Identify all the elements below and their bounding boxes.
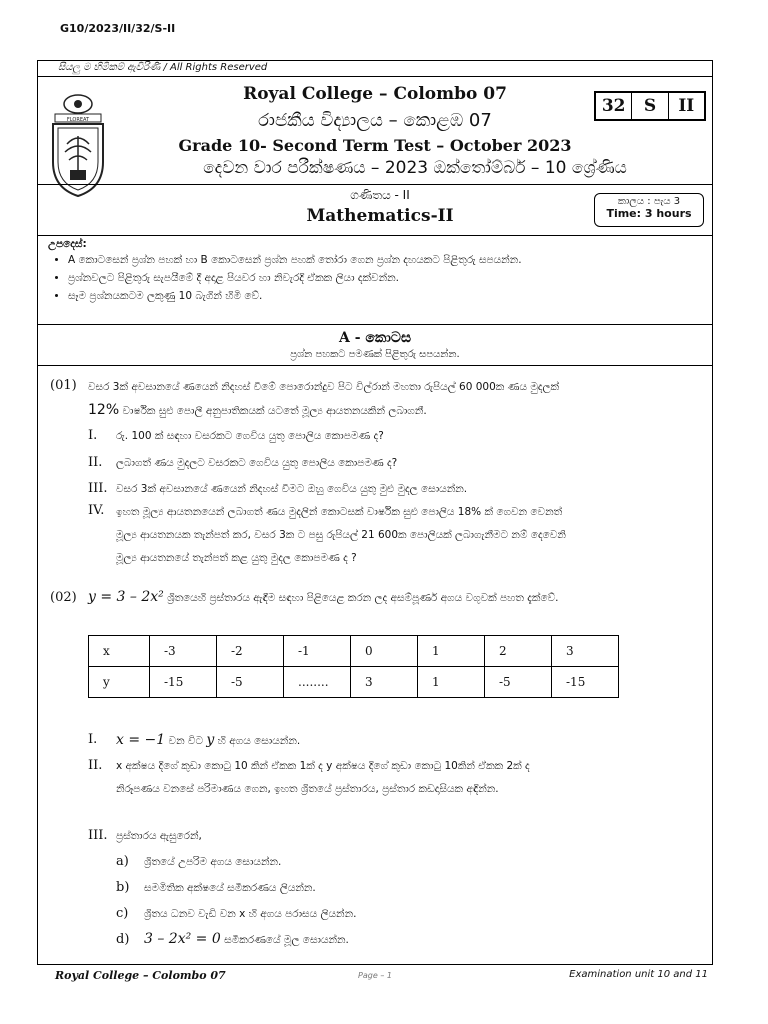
table-row [89, 667, 619, 698]
part-a-subtitle: ප්‍රශ්න පහකට පමණක් පිළිතුරු සපයන්න. [290, 349, 460, 360]
condition-equation: x = −1 [116, 732, 166, 748]
divider [37, 184, 713, 185]
time-box [594, 193, 704, 227]
exam-title-english: Grade 10- Second Term Test – October 2023 [178, 136, 572, 155]
value-table [88, 635, 619, 698]
part-text [116, 730, 300, 751]
code-box-medium: S [632, 93, 668, 119]
instruction-item: • සෑම ප්‍රශ්නයකටම ලකුණු 10 බැගින් හිමි වේ. [68, 290, 522, 303]
divider [37, 76, 713, 77]
sub-part-number: a) [116, 854, 129, 869]
code-box-paper: II [678, 96, 695, 116]
table-cell: 1 [418, 667, 485, 698]
table-row [89, 636, 619, 667]
sub-part-number: d) [116, 932, 130, 947]
function-equation: y = 3 – 2x² [88, 589, 164, 605]
table-cell: -15 [552, 667, 619, 698]
subject-sinhala: ගණිතය - II [350, 188, 410, 202]
paper-code: G10/2023/II/32/S-II [60, 22, 176, 35]
question-number: (01) [50, 378, 77, 393]
school-name-sinhala: රාජකීය විද්‍යාලය – කොළඹ 07 [258, 110, 492, 131]
part-text: x අක්ෂය දිගේ කුඩා කොටු 10 කින් ඒකක 1ක් ද y අක්ෂය දිගේ කුඩා කොටු 10කින් ඒකක 2ක් ද [116, 760, 530, 772]
divider [37, 324, 713, 325]
part-number: II. [88, 455, 103, 470]
table-cell: -5 [217, 667, 284, 698]
table-cell: 3 [552, 636, 619, 667]
part-number: II. [88, 758, 103, 773]
part-text: ඉහත මූල්‍ය ආයතනයෙන් ලබාගත් ණය මුදලින් කොටසක් වාර්ෂික සුළු පොලිය 18% ක් ගෙවන වෙනත් [116, 506, 563, 518]
school-crest-logo [45, 92, 111, 204]
divider [37, 235, 713, 236]
sub-part-number: c) [116, 906, 129, 921]
table-cell: 0 [351, 636, 418, 667]
question-text-cont: වාර්ෂික සුළු පොලී අනුපාතිකයක් යටතේ මූල්‍ය ආයතනයකින් ලබාගනී. [122, 405, 427, 417]
table-cell: y [89, 667, 150, 698]
instructions [48, 238, 522, 308]
code-box-grade: 32 [596, 93, 632, 119]
sub-part-text: සමමිතික අක්ෂයේ සමීකරණය ලියන්න. [144, 882, 316, 894]
part-text-cont: වන විට [168, 735, 204, 747]
rights-notice: සියලු ම හිමිකම් ඇවිරිණි / All Rights Reserved [58, 62, 268, 73]
part-number: I. [88, 428, 98, 443]
sub-part-text: ශ්‍රිතය ධනව වැඩි වන x හි අගය පරාසය ලියන්න. [144, 908, 357, 920]
question-text [88, 400, 427, 421]
part-text: මූල්‍ය ආයතනයේ තැන්පත් කළ යුතු මුදල කොපමණ ද ? [116, 552, 357, 564]
instruction-item: • A කොටසෙන් ප්‍රශ්න පහක් හා B කොටසෙන් ප්‍රශ්න පහක් තෝරා ගෙන ප්‍රශ්න දහයකට පිළිතුරු සපයන්න. [68, 254, 522, 267]
sub-part-text [144, 929, 349, 950]
part-text: ප්‍රස්තාරය ඇසුරෙන්, [116, 830, 202, 842]
part-text: නිරූපණය වනසේ පරිමාණය ගෙන, ඉහත ශ්‍රිතයේ ප්‍රස්තාරය, ප්‍රස්තාර කඩදාසියක අඳින්න. [116, 783, 499, 795]
crest-motto: FLOREAT [66, 117, 90, 123]
interest-rate: 12% [88, 402, 120, 418]
table-cell: ........ [284, 667, 351, 698]
table-cell: 1 [418, 636, 485, 667]
part-a-title: A - කොටස [338, 330, 412, 346]
exam-title-sinhala: දෙවන වාර පරීක්ෂණය – 2023 ඔක්තෝම්බර් – 10 ශ්‍රේණිය [203, 158, 627, 178]
instructions-heading: උපදෙස්: [48, 238, 87, 250]
table-cell: 2 [485, 636, 552, 667]
part-text: ලබාගත් ණය මුදලට වසරකට ගෙවිය යුතු පොලිය කොපමණ ද? [116, 457, 398, 469]
question-number: (02) [50, 590, 77, 605]
footer-school: Royal College – Colombo 07 [55, 969, 226, 982]
part-text: වසර 3ක් අවසානයේ ණයෙන් නිදහස් වීමට ඔහු ගෙවිය යුතු මුළු මුදල සොයන්න. [116, 483, 468, 495]
part-text-cont: හි අගය සොයන්න. [217, 735, 301, 747]
table-cell: -2 [217, 636, 284, 667]
part-text: මූල්‍ය ආයතනයක තැන්පත් කර, වසර 3ක ට පසු රුපියල් 21 600ක පොලියක් ලබාගැනීමට නම් දෙවෙනි [116, 529, 566, 541]
table-cell: -5 [485, 667, 552, 698]
divider [37, 365, 713, 366]
sub-part-text: ශ්‍රිතයේ උපරිම අගය සොයන්න. [144, 856, 282, 868]
question-text-cont: ශ්‍රිතයෙහි ප්‍රස්තාරය ඇඳීම සඳහා පිළියෙළ කරන ලද අසම්පූර්ණ අගය වගුවක් පහත දැක්වේ. [167, 592, 559, 604]
school-name-english: Royal College – Colombo 07 [243, 84, 507, 104]
footer-page-number: Page – 1 [358, 971, 392, 980]
sub-part-number: b) [116, 880, 130, 895]
variable: y [206, 732, 215, 748]
time-english: Time: 3 hours [606, 207, 692, 220]
time-sinhala: කාලය : පැය 3 [617, 196, 681, 207]
paper-code-boxes [594, 91, 706, 121]
table-cell: -3 [150, 636, 217, 667]
subject-english: Mathematics-II [306, 206, 454, 226]
table-cell: x [89, 636, 150, 667]
table-cell: -1 [284, 636, 351, 667]
part-number: III. [88, 481, 108, 496]
sub-part-text-cont: සමීකරණයේ මූල සොයන්න. [224, 934, 349, 946]
table-cell: 3 [351, 667, 418, 698]
part-text: රු. 100 ක් සඳහා වසරකට ගෙවිය යුතු පොලිය කොපමණ ද? [116, 430, 384, 442]
question-text: වසර 3ක් අවසානයේ ණයෙන් නිදහස් වීමේ පොරොන්දුව පිට විල්රාන් මහතා රුපියල් 60 000ක ණය මුදලක් [88, 381, 560, 393]
part-number: IV. [88, 503, 105, 518]
equation: 3 – 2x² = 0 [144, 931, 221, 947]
part-number: I. [88, 732, 98, 747]
instruction-item: • ප්‍රශ්නවලට පිළිතුරු සැපයීමේ දී අදාළ පියවර හා නිවැරදි ඒකක ලියා දක්වන්න. [68, 272, 522, 285]
footer-exam-unit: Examination unit 10 and 11 [569, 969, 708, 980]
question-text [88, 587, 558, 608]
part-number: III. [88, 828, 108, 843]
table-cell: -15 [150, 667, 217, 698]
